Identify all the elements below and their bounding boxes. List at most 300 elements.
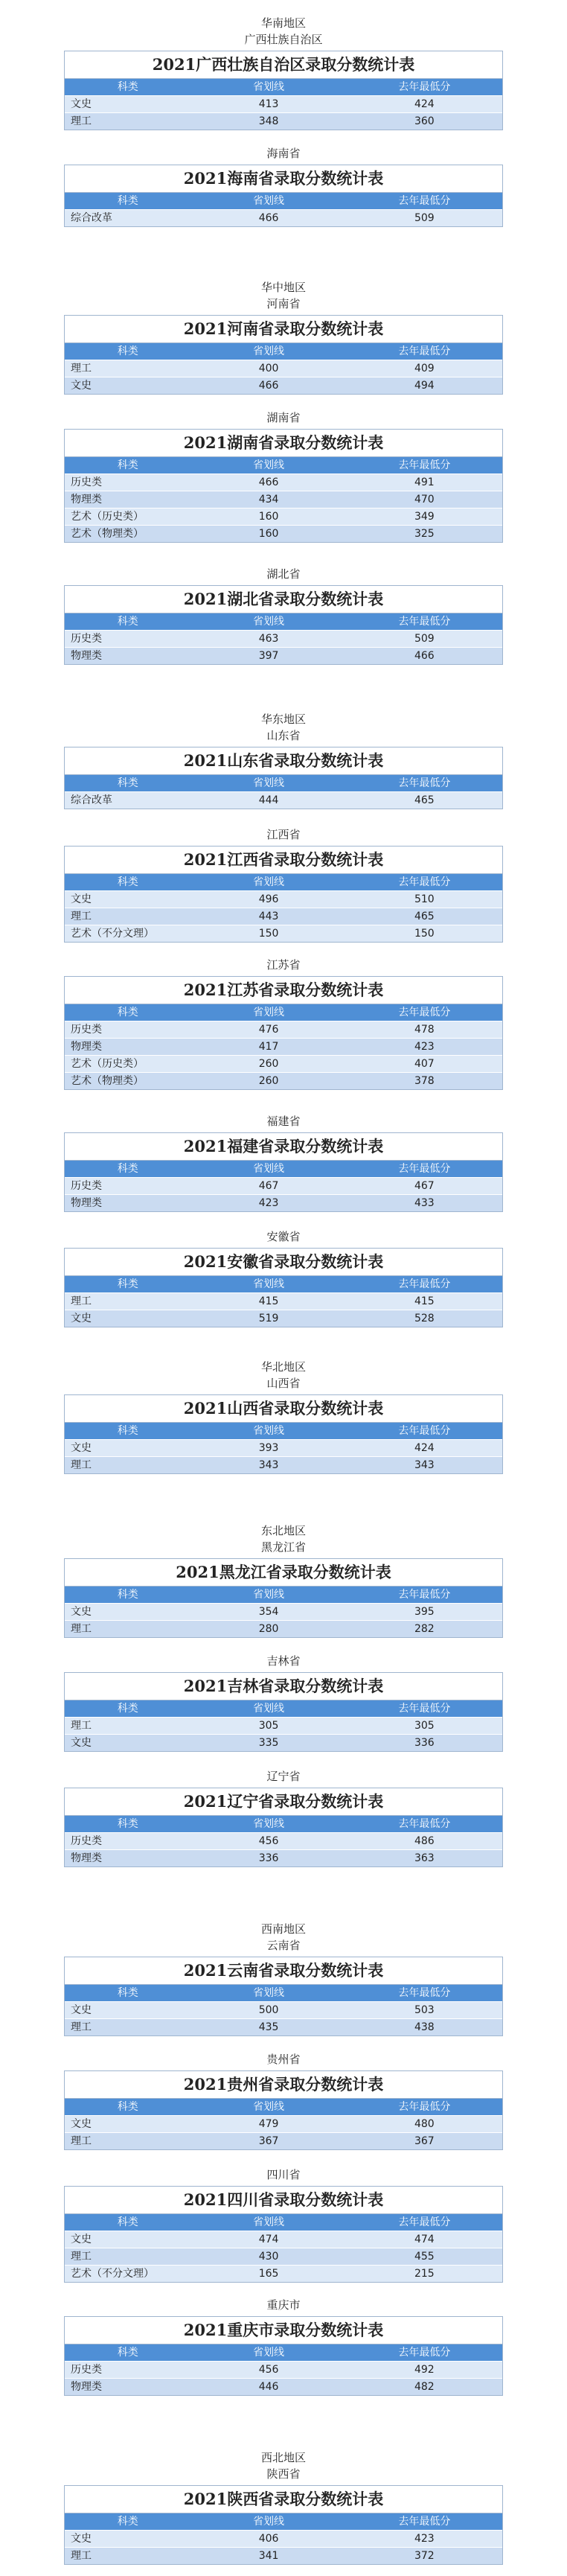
province-line-cell: 466	[258, 212, 279, 224]
region-label: 华中地区	[260, 281, 306, 294]
header-cell: 去年最低分	[398, 616, 451, 628]
header-cell: 科类	[117, 1589, 138, 1601]
table-row	[65, 1072, 502, 1089]
score-table	[64, 1132, 503, 1212]
province-section	[0, 1921, 567, 2036]
header-cell: 省划线	[253, 2516, 285, 2528]
header-cell: 科类	[117, 2216, 138, 2228]
last-year-min-cell: 480	[414, 2118, 435, 2130]
table-title: 2021云南省录取分数统计表	[65, 1957, 502, 1985]
table-row	[65, 2001, 502, 2018]
category-cell: 理工	[71, 363, 92, 374]
header-cell: 科类	[117, 1987, 138, 1999]
table-row	[65, 491, 502, 508]
region-label: 西北地区	[260, 2451, 306, 2464]
province-section	[0, 2297, 567, 2396]
score-table	[64, 1957, 503, 2036]
category-cell: 艺术（历史类）	[71, 1058, 144, 1070]
header-cell: 去年最低分	[398, 2101, 451, 2113]
header-cell: 省划线	[253, 1589, 285, 1601]
category-cell: 综合改革	[71, 212, 112, 224]
last-year-min-cell: 424	[414, 98, 435, 110]
header-cell: 省划线	[253, 345, 285, 357]
province-line-cell: 435	[258, 2021, 279, 2033]
header-cell: 去年最低分	[398, 81, 451, 93]
category-cell: 物理类	[71, 650, 102, 662]
header-cell: 省划线	[253, 876, 285, 888]
table-row	[65, 209, 502, 226]
table-header-row	[65, 457, 502, 474]
table-row	[65, 2361, 502, 2378]
table-header-row	[65, 1816, 502, 1832]
header-cell: 去年最低分	[398, 1987, 451, 1999]
table-title: 2021贵州省录取分数统计表	[65, 2071, 502, 2099]
table-title: 2021山西省录取分数统计表	[65, 1395, 502, 1423]
province-label: 贵州省	[266, 2053, 301, 2066]
score-table	[64, 1248, 503, 1327]
table-title: 2021安徽省录取分数统计表	[65, 1249, 502, 1276]
table-row	[65, 908, 502, 925]
last-year-min-cell: 415	[414, 1295, 435, 1307]
province-line-cell: 430	[258, 2251, 279, 2263]
province-line-cell: 335	[258, 1737, 279, 1749]
category-cell: 历史类	[71, 1835, 102, 1847]
category-cell: 理工	[71, 1459, 92, 1471]
table-row	[65, 1055, 502, 1072]
province-section	[0, 145, 567, 227]
table-row	[65, 1021, 502, 1038]
province-line-cell: 463	[258, 633, 279, 645]
score-table	[64, 1558, 503, 1638]
last-year-min-cell: 150	[414, 928, 435, 940]
province-line-cell: 417	[258, 1041, 279, 1053]
score-table	[64, 315, 503, 395]
table-row	[65, 2018, 502, 2035]
header-cell: 省划线	[253, 1425, 285, 1437]
category-cell: 艺术（物理类）	[71, 1075, 144, 1087]
table-title: 2021广西壮族自治区录取分数统计表	[65, 51, 502, 79]
score-table	[64, 2316, 503, 2396]
last-year-min-cell: 465	[414, 794, 435, 806]
province-section	[0, 711, 567, 809]
province-section	[0, 1359, 567, 1474]
header-cell: 科类	[117, 459, 138, 471]
score-table	[64, 2186, 503, 2283]
table-title: 2021湖南省录取分数统计表	[65, 430, 502, 457]
province-label: 湖北省	[266, 567, 301, 581]
last-year-min-cell: 378	[414, 1075, 435, 1087]
last-year-min-cell: 395	[414, 1606, 435, 1618]
table-row	[65, 525, 502, 542]
province-section	[0, 2051, 567, 2150]
last-year-min-cell: 465	[414, 911, 435, 922]
table-header-row	[65, 1587, 502, 1603]
province-section	[0, 957, 567, 1090]
last-year-min-cell: 494	[414, 380, 435, 392]
category-cell: 物理类	[71, 2381, 102, 2393]
province-line-cell: 160	[258, 511, 279, 523]
province-line-cell: 474	[258, 2234, 279, 2245]
table-row	[65, 112, 502, 130]
table-title: 2021吉林省录取分数统计表	[65, 1673, 502, 1700]
province-line-cell: 400	[258, 363, 279, 374]
province-section	[0, 15, 567, 130]
header-cell: 科类	[117, 81, 138, 93]
last-year-min-cell: 363	[414, 1852, 435, 1864]
table-header-row	[65, 1985, 502, 2001]
table-title: 2021江西省录取分数统计表	[65, 847, 502, 874]
score-table	[64, 2485, 503, 2565]
table-row	[65, 2115, 502, 2132]
last-year-min-cell: 423	[414, 1041, 435, 1053]
table-title: 2021陕西省录取分数统计表	[65, 2486, 502, 2513]
category-cell: 文史	[71, 1737, 92, 1749]
province-label: 江西省	[266, 828, 301, 841]
category-cell: 文史	[71, 2533, 92, 2545]
score-table	[64, 2070, 503, 2150]
header-cell: 省划线	[253, 1987, 285, 1999]
province-section	[0, 1113, 567, 1212]
header-cell: 去年最低分	[398, 1425, 451, 1437]
last-year-min-cell: 466	[414, 650, 435, 662]
score-table	[64, 747, 503, 809]
last-year-min-cell: 510	[414, 893, 435, 905]
category-cell: 文史	[71, 2118, 92, 2130]
category-cell: 理工	[71, 1623, 92, 1635]
header-cell: 去年最低分	[398, 2216, 451, 2228]
last-year-min-cell: 360	[414, 115, 435, 127]
table-row	[65, 1717, 502, 1734]
province-line-cell: 415	[258, 1295, 279, 1307]
province-line-cell: 260	[258, 1058, 279, 1070]
province-line-cell: 406	[258, 2533, 279, 2545]
table-title: 2021福建省录取分数统计表	[65, 1133, 502, 1161]
province-line-cell: 343	[258, 1459, 279, 1471]
header-cell: 去年最低分	[398, 2347, 451, 2359]
header-cell: 科类	[117, 1425, 138, 1437]
province-line-cell: 260	[258, 1075, 279, 1087]
category-cell: 文史	[71, 1313, 92, 1324]
table-row	[65, 2530, 502, 2547]
table-row	[65, 1038, 502, 1055]
category-cell: 理工	[71, 1720, 92, 1732]
province-line-cell: 305	[258, 1720, 279, 1732]
header-cell: 省划线	[253, 616, 285, 628]
table-row	[65, 1456, 502, 1473]
table-row	[65, 1439, 502, 1456]
table-header-row	[65, 1276, 502, 1292]
table-row	[65, 2231, 502, 2248]
table-row	[65, 1734, 502, 1751]
table-row	[65, 377, 502, 394]
table-row	[65, 1849, 502, 1866]
province-line-cell: 423	[258, 1197, 279, 1209]
last-year-min-cell: 509	[414, 212, 435, 224]
category-cell: 文史	[71, 98, 92, 110]
header-cell: 去年最低分	[398, 459, 451, 471]
table-row	[65, 2378, 502, 2395]
header-cell: 去年最低分	[398, 876, 451, 888]
header-cell: 省划线	[253, 777, 285, 789]
header-cell: 去年最低分	[398, 1589, 451, 1601]
header-cell: 省划线	[253, 2216, 285, 2228]
province-section	[0, 1523, 567, 1638]
header-cell: 省划线	[253, 1163, 285, 1175]
province-line-cell: 348	[258, 115, 279, 127]
province-line-cell: 476	[258, 1024, 279, 1036]
table-header-row	[65, 343, 502, 360]
province-line-cell: 341	[258, 2550, 279, 2562]
province-section	[0, 2167, 567, 2283]
region-label: 华东地区	[260, 712, 306, 726]
last-year-min-cell: 336	[414, 1737, 435, 1749]
table-row	[65, 1292, 502, 1310]
header-cell: 省划线	[253, 195, 285, 207]
last-year-min-cell: 282	[414, 1623, 435, 1635]
header-cell: 去年最低分	[398, 1278, 451, 1290]
province-line-cell: 393	[258, 1442, 279, 1454]
last-year-min-cell: 455	[414, 2251, 435, 2263]
province-label: 黑龙江省	[260, 1540, 306, 1554]
province-section	[0, 1653, 567, 1752]
table-header-row	[65, 2099, 502, 2115]
table-header-row	[65, 2513, 502, 2530]
header-cell: 科类	[117, 2347, 138, 2359]
province-label: 湖南省	[266, 411, 301, 424]
header-cell: 去年最低分	[398, 1703, 451, 1715]
last-year-min-cell: 491	[414, 476, 435, 488]
table-row	[65, 360, 502, 377]
category-cell: 理工	[71, 1295, 92, 1307]
last-year-min-cell: 467	[414, 1180, 435, 1192]
province-label: 重庆市	[266, 2298, 301, 2312]
header-cell: 省划线	[253, 459, 285, 471]
province-label: 山西省	[266, 1377, 301, 1390]
category-cell: 理工	[71, 2021, 92, 2033]
table-header-row	[65, 874, 502, 890]
header-cell: 去年最低分	[398, 345, 451, 357]
last-year-min-cell: 438	[414, 2021, 435, 2033]
header-cell: 科类	[117, 1007, 138, 1018]
header-cell: 省划线	[253, 1007, 285, 1018]
province-line-cell: 160	[258, 528, 279, 540]
score-table	[64, 165, 503, 227]
header-cell: 科类	[117, 1703, 138, 1715]
header-cell: 科类	[117, 2516, 138, 2528]
category-cell: 理工	[71, 911, 92, 922]
province-label: 河南省	[266, 297, 301, 310]
category-cell: 理工	[71, 2251, 92, 2263]
last-year-min-cell: 424	[414, 1442, 435, 1454]
last-year-min-cell: 470	[414, 494, 435, 506]
table-title: 2021四川省录取分数统计表	[65, 2187, 502, 2214]
table-row	[65, 95, 502, 112]
last-year-min-cell: 343	[414, 1459, 435, 1471]
header-cell: 科类	[117, 1818, 138, 1830]
last-year-min-cell: 503	[414, 2004, 435, 2016]
province-line-cell: 150	[258, 928, 279, 940]
province-label: 江苏省	[266, 958, 301, 972]
category-cell: 历史类	[71, 1024, 102, 1036]
header-cell: 省划线	[253, 2101, 285, 2113]
table-row	[65, 2248, 502, 2265]
header-cell: 科类	[117, 1163, 138, 1175]
category-cell: 文史	[71, 893, 92, 905]
score-table	[64, 1672, 503, 1752]
table-row	[65, 647, 502, 664]
category-cell: 艺术（不分文理）	[71, 2268, 154, 2280]
table-row	[65, 890, 502, 908]
table-title: 2021河南省录取分数统计表	[65, 316, 502, 343]
province-section	[0, 1228, 567, 1327]
table-header-row	[65, 775, 502, 791]
province-label: 吉林省	[266, 1654, 301, 1668]
province-section	[0, 826, 567, 943]
header-cell: 科类	[117, 616, 138, 628]
region-label: 西南地区	[260, 1922, 306, 1936]
header-cell: 科类	[117, 345, 138, 357]
last-year-min-cell: 423	[414, 2533, 435, 2545]
table-row	[65, 508, 502, 525]
last-year-min-cell: 482	[414, 2381, 435, 2393]
table-title: 2021山东省录取分数统计表	[65, 747, 502, 775]
table-header-row	[65, 2214, 502, 2231]
province-line-cell: 397	[258, 650, 279, 662]
category-cell: 综合改革	[71, 794, 112, 806]
last-year-min-cell: 478	[414, 1024, 435, 1036]
province-label: 云南省	[266, 1939, 301, 1952]
category-cell: 艺术（不分文理）	[71, 928, 154, 940]
province-line-cell: 479	[258, 2118, 279, 2130]
province-label: 广西壮族自治区	[244, 33, 323, 46]
header-cell: 省划线	[253, 81, 285, 93]
province-line-cell: 336	[258, 1852, 279, 1864]
province-line-cell: 500	[258, 2004, 279, 2016]
category-cell: 物理类	[71, 494, 102, 506]
province-line-cell: 444	[258, 794, 279, 806]
category-cell: 物理类	[71, 1852, 102, 1864]
last-year-min-cell: 486	[414, 1835, 435, 1847]
last-year-min-cell: 372	[414, 2550, 435, 2562]
table-row	[65, 791, 502, 809]
table-title: 2021湖北省录取分数统计表	[65, 586, 502, 613]
province-line-cell: 466	[258, 380, 279, 392]
score-table	[64, 846, 503, 943]
table-row	[65, 2132, 502, 2149]
header-cell: 去年最低分	[398, 777, 451, 789]
category-cell: 历史类	[71, 476, 102, 488]
table-row	[65, 1310, 502, 1327]
last-year-min-cell: 325	[414, 528, 435, 540]
region-label: 华南地区	[260, 16, 306, 30]
last-year-min-cell: 367	[414, 2135, 435, 2147]
header-cell: 去年最低分	[398, 2516, 451, 2528]
last-year-min-cell: 474	[414, 2234, 435, 2245]
category-cell: 艺术（历史类）	[71, 511, 144, 523]
province-line-cell: 456	[258, 2364, 279, 2376]
region-label: 华北地区	[260, 1360, 306, 1374]
table-header-row	[65, 613, 502, 630]
province-line-cell: 519	[258, 1313, 279, 1324]
table-header-row	[65, 1700, 502, 1717]
region-label: 东北地区	[260, 1524, 306, 1537]
last-year-min-cell: 433	[414, 1197, 435, 1209]
header-cell: 去年最低分	[398, 1818, 451, 1830]
last-year-min-cell: 215	[414, 2268, 435, 2280]
province-section	[0, 1768, 567, 1867]
province-line-cell: 367	[258, 2135, 279, 2147]
header-cell: 去年最低分	[398, 195, 451, 207]
score-table	[64, 976, 503, 1090]
score-table	[64, 585, 503, 665]
province-section	[0, 2449, 567, 2565]
table-row	[65, 925, 502, 942]
header-cell: 省划线	[253, 2347, 285, 2359]
header-cell: 科类	[117, 195, 138, 207]
category-cell: 理工	[71, 115, 92, 127]
table-header-row	[65, 79, 502, 95]
table-header-row	[65, 1161, 502, 1177]
province-line-cell: 446	[258, 2381, 279, 2393]
category-cell: 文史	[71, 380, 92, 392]
province-label: 福建省	[266, 1115, 301, 1128]
last-year-min-cell: 349	[414, 511, 435, 523]
province-line-cell: 434	[258, 494, 279, 506]
table-row	[65, 1603, 502, 1620]
category-cell: 理工	[71, 2550, 92, 2562]
province-label: 辽宁省	[266, 1770, 301, 1783]
table-row	[65, 1194, 502, 1211]
table-row	[65, 1620, 502, 1637]
province-line-cell: 354	[258, 1606, 279, 1618]
header-cell: 去年最低分	[398, 1007, 451, 1018]
province-line-cell: 165	[258, 2268, 279, 2280]
table-row	[65, 630, 502, 647]
table-header-row	[65, 1423, 502, 1439]
province-line-cell: 413	[258, 98, 279, 110]
header-cell: 科类	[117, 777, 138, 789]
category-cell: 文史	[71, 1606, 92, 1618]
province-label: 山东省	[266, 729, 301, 742]
table-header-row	[65, 1004, 502, 1021]
category-cell: 历史类	[71, 2364, 102, 2376]
last-year-min-cell: 305	[414, 1720, 435, 1732]
last-year-min-cell: 528	[414, 1313, 435, 1324]
province-label: 陕西省	[266, 2467, 301, 2481]
header-cell: 去年最低分	[398, 1163, 451, 1175]
category-cell: 文史	[71, 2234, 92, 2245]
province-line-cell: 456	[258, 1835, 279, 1847]
province-label: 安徽省	[266, 1230, 301, 1243]
header-cell: 省划线	[253, 1278, 285, 1290]
table-row	[65, 1177, 502, 1194]
score-table	[64, 1788, 503, 1867]
header-cell: 科类	[117, 1278, 138, 1290]
table-title: 2021江苏省录取分数统计表	[65, 977, 502, 1004]
category-cell: 理工	[71, 2135, 92, 2147]
last-year-min-cell: 407	[414, 1058, 435, 1070]
score-table	[64, 429, 503, 543]
header-cell: 科类	[117, 876, 138, 888]
category-cell: 历史类	[71, 1180, 102, 1192]
province-section	[0, 409, 567, 543]
province-line-cell: 467	[258, 1180, 279, 1192]
category-cell: 物理类	[71, 1197, 102, 1209]
table-row	[65, 1832, 502, 1849]
header-cell: 省划线	[253, 1818, 285, 1830]
province-line-cell: 443	[258, 911, 279, 922]
header-cell: 省划线	[253, 1703, 285, 1715]
